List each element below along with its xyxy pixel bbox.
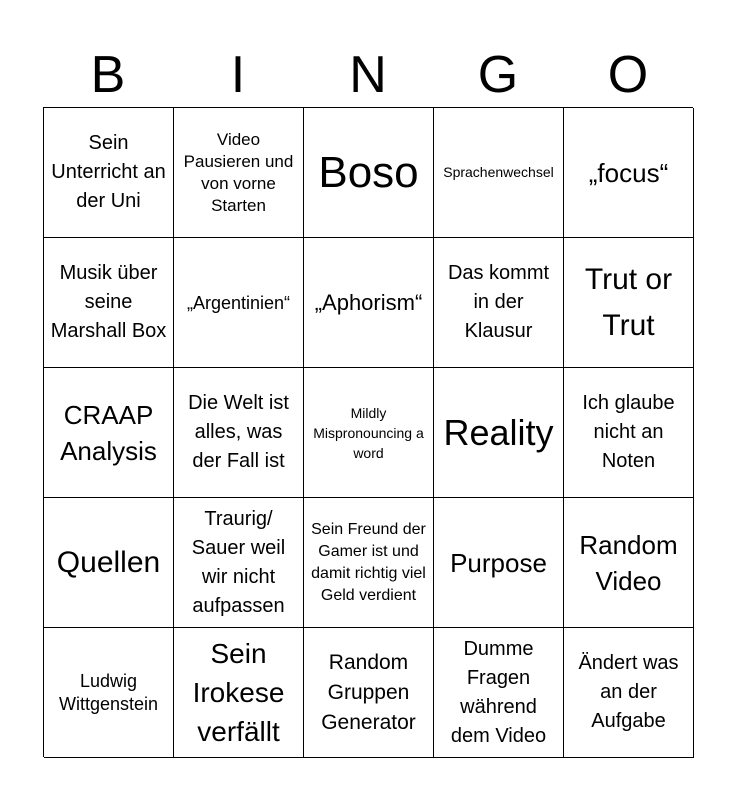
header-letter-i: I xyxy=(230,46,246,104)
bingo-cell-text: Random Video xyxy=(579,529,678,596)
bingo-cell-text: Video Pausieren und von vorne Starten xyxy=(183,129,294,215)
bingo-cell-text: Ändert was an der Aufgabe xyxy=(578,652,679,732)
bingo-cell-r2c1[interactable] xyxy=(44,238,174,368)
bingo-cell-r3c5[interactable] xyxy=(564,368,694,498)
bingo-cell-r4c2[interactable] xyxy=(174,498,304,628)
bingo-cell-r4c1[interactable] xyxy=(44,498,174,628)
bingo-cell-text: Die Welt ist alles, was der Fall ist xyxy=(188,392,289,472)
header-letter-b: B xyxy=(90,46,126,104)
bingo-cell-r3c2[interactable] xyxy=(174,368,304,498)
bingo-cell-r3c1[interactable] xyxy=(44,368,174,498)
bingo-cell-text: „Aphorism“ xyxy=(314,289,423,315)
bingo-cell-text: Trut or Trut xyxy=(584,262,673,342)
header-letter-g: G xyxy=(477,46,519,104)
bingo-cell-r5c2[interactable] xyxy=(174,628,304,758)
bingo-cell-r4c4[interactable] xyxy=(434,498,564,628)
bingo-cell-text: Das kommt in der Klausur xyxy=(447,262,550,342)
bingo-cell-text: Traurig/ Sauer weil wir nicht aufpassen xyxy=(191,507,286,617)
bingo-cell-text: CRAAP Analysis xyxy=(60,399,157,466)
bingo-cell-text: Purpose xyxy=(450,547,547,578)
bingo-cell-r1c4[interactable] xyxy=(434,108,564,238)
bingo-cell-text: Sein Unterricht an der Uni xyxy=(51,132,166,212)
bingo-cell-text: Ich glaube nicht an Noten xyxy=(582,392,675,472)
bingo-cell-r1c5[interactable] xyxy=(564,108,694,238)
bingo-cell-text: „Argentinien“ xyxy=(186,292,291,313)
bingo-cell-text: Mildly Mispronouncing a word xyxy=(313,404,424,461)
bingo-cell-r2c5[interactable] xyxy=(564,238,694,368)
header-letter-o: O xyxy=(607,46,649,104)
bingo-cell-r5c3[interactable] xyxy=(304,628,434,758)
bingo-cell-text: Sprachenwechsel xyxy=(443,164,554,180)
bingo-cell-text: Random Gruppen Generator xyxy=(321,650,416,734)
bingo-cell-text: Boso xyxy=(318,147,419,197)
bingo-cell-text: Reality xyxy=(443,411,554,453)
bingo-cell-r4c5[interactable] xyxy=(564,498,694,628)
bingo-cell-r2c2[interactable] xyxy=(174,238,304,368)
bingo-cell-r1c2[interactable] xyxy=(174,108,304,238)
header-letter-n: N xyxy=(349,46,387,104)
bingo-cell-r5c5[interactable] xyxy=(564,628,694,758)
bingo-cell-r2c4[interactable] xyxy=(434,238,564,368)
bingo-cell-text: Dumme Fragen während dem Video xyxy=(450,637,547,747)
bingo-cell-r1c3[interactable] xyxy=(304,108,434,238)
bingo-grid xyxy=(43,107,693,757)
bingo-cell-r2c3[interactable] xyxy=(304,238,434,368)
bingo-cell-text: Ludwig Wittgenstein xyxy=(58,670,159,714)
bingo-header xyxy=(43,45,693,105)
bingo-cell-text: Sein Freund der Gamer ist und damit richtig viel Geld verdient xyxy=(311,520,426,604)
bingo-cell-text: Sein Irokese verfällt xyxy=(192,638,285,747)
bingo-cell-r1c1[interactable] xyxy=(44,108,174,238)
bingo-cell-r5c1[interactable] xyxy=(44,628,174,758)
bingo-cell-r3c3[interactable] xyxy=(304,368,434,498)
bingo-cell-text: „focus“ xyxy=(588,157,669,188)
bingo-cell-r3c4[interactable] xyxy=(434,368,564,498)
bingo-cell-text: Musik über seine Marshall Box xyxy=(50,262,167,342)
bingo-cell-r5c4[interactable] xyxy=(434,628,564,758)
bingo-cell-r4c3[interactable] xyxy=(304,498,434,628)
bingo-cell-text: Quellen xyxy=(56,545,161,579)
